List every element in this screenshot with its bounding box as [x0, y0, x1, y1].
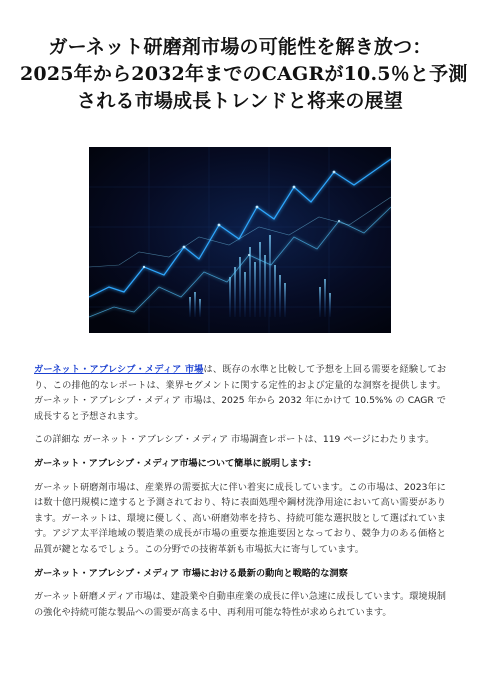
intro-paragraph [34, 362, 446, 424]
intro-text: は、既存の水準と比較して予想を上回る需要を経験しており、この排他的なレポートは、業界セグメントに関する定性的および定量的な洞察を提供します。 ガーネット・アブレシブ・メディア 市場は、2025 年から 2032 年にかけて 10.5%% の CAGR で成長すると予想されます。 [34, 364, 447, 422]
section-2-heading: ガーネット・アブレシブ・メディア 市場における最新の動向と戦略的な洞察 [34, 567, 348, 579]
section-2-paragraph: ガーネット研磨メディア市場は、建設業や自動車産業の成長に伴い急速に成長しています。環境規制の強化や持続可能な製品への需要が高まる中、再利用可能な特性が求められています。 [34, 591, 446, 618]
market-link[interactable]: ガーネット・アブレシブ・メディア 市場 [34, 364, 204, 375]
title-line-3: される市場成長トレンドと将来の展望 [77, 90, 403, 112]
page-title [20, 34, 468, 115]
article-body [34, 362, 446, 628]
hero-image [89, 147, 391, 333]
title-line-1: ガーネット研磨剤市場の可能性を解き放つ： [48, 36, 432, 58]
title-line-2: 2025年から2032年までのCAGRが10.5％と予測 [20, 63, 468, 85]
report-pages-paragraph: この詳細な ガーネット・アブレシブ・メディア 市場調査レポートは、119 ページにわたります。 [34, 434, 435, 446]
section-1-heading: ガーネット・アブレシブ・メディア市場について簡単に説明します: [34, 457, 312, 469]
section-1-paragraph: ガーネット研磨剤市場は、産業界の需要拡大に伴い着実に成長しています。この市場は、2023年には数十億円規模に達すると予測されており、特に表面処理や鋼材洗浄用途において高い需要があります。ガーネットは、環境に優しく、高い研磨効率を持ち、持続可能な選択肢として選ばれています。アジア太平洋地域の製造業の成長が市場の重要な推進要因となっており、競争力のある価格と品質が鍵となるでしょう。この分野での技術革新も市場拡大に寄与しています。 [34, 481, 446, 555]
